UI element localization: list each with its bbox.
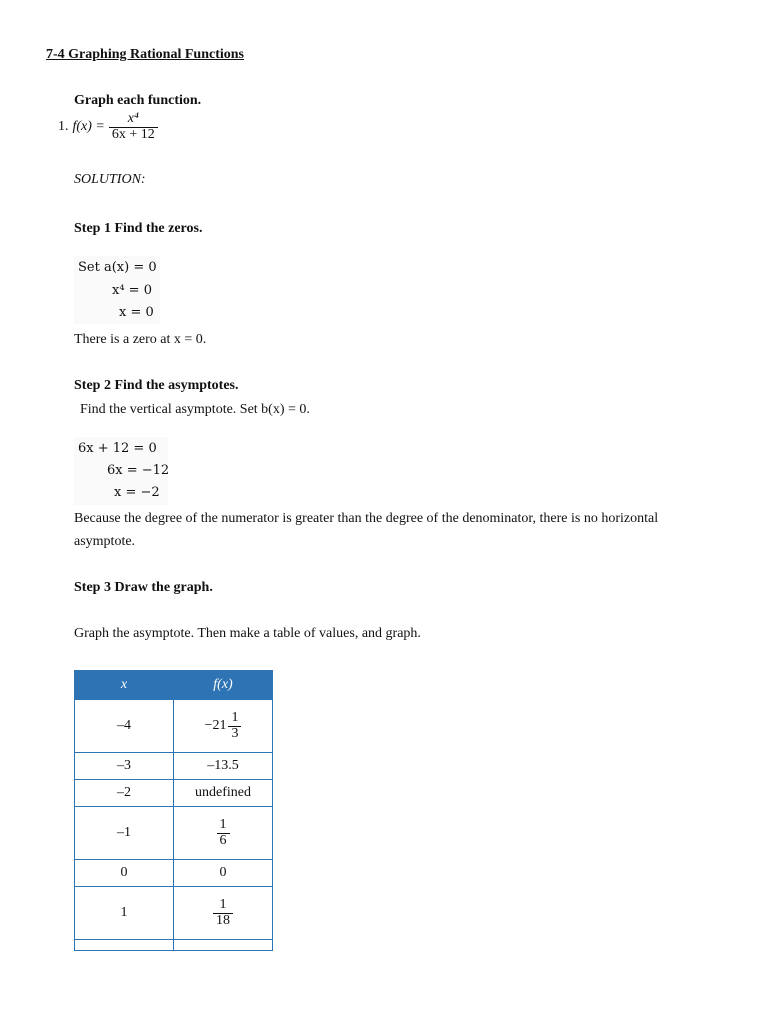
step3-intro: Graph the asymptote. Then make a table of values, and graph. [74, 626, 421, 641]
mixed-whole: −21 [204, 718, 227, 733]
step2-conclusion-line2: asymptote. [74, 534, 136, 549]
fraction-numerator: 1 [219, 816, 227, 832]
step2-eq-2: 6x = −12 [107, 463, 170, 478]
step3-heading: Step 3 Draw the graph. [74, 580, 213, 595]
table-cell-fx [174, 807, 273, 860]
problem-number: 1. [58, 119, 69, 135]
table-cell-fx: undefined [174, 780, 273, 807]
step1-equation-block [74, 256, 160, 324]
fraction-denominator: 3 [228, 726, 241, 742]
step2-conclusion-line1: Because the degree of the numerator is greater than the degree of the denominator, there is no horizontal [74, 511, 659, 526]
table-cell-x: –3 [75, 753, 174, 780]
table-row [75, 860, 273, 887]
table-cell-x: 1 [75, 887, 174, 940]
step1-eq-1: Set a(x) = 0 [78, 260, 157, 275]
solution-label: SOLUTION: [74, 172, 146, 187]
step1-eq-3: x = 0 [119, 305, 154, 320]
table-cell-fx [174, 940, 273, 951]
table-header-fx: f(x) [174, 671, 273, 700]
table-cell-x: –1 [75, 807, 174, 860]
table-row [75, 700, 273, 753]
instruction: Graph each function. [74, 93, 202, 108]
table-row [75, 780, 273, 807]
table-cell-fx [174, 700, 273, 753]
step1-heading: Step 1 Find the zeros. [74, 221, 203, 236]
step1-eq-2: x⁴ = 0 [112, 283, 152, 298]
table-row [75, 753, 273, 780]
table-cell-x: 0 [75, 860, 174, 887]
function-lhs: f(x) = [72, 119, 105, 135]
fraction-numerator: 1 [219, 896, 227, 912]
table-cell-fx: –13.5 [174, 753, 273, 780]
function-fraction [109, 112, 158, 142]
table-header-x: x [75, 671, 174, 700]
table-header-row [75, 671, 273, 700]
fraction-denominator: 18 [213, 913, 233, 929]
table-row [75, 887, 273, 940]
table-row [75, 807, 273, 860]
step2-eq-1: 6x + 12 = 0 [78, 441, 157, 456]
page-title: 7-4 Graphing Rational Functions [46, 47, 244, 62]
fraction-numerator: x⁴ [127, 111, 139, 126]
table-cell-x: –2 [75, 780, 174, 807]
table-cell-x: –4 [75, 700, 174, 753]
fraction-denominator: 6x + 12 [109, 127, 158, 143]
step2-equation-block [74, 437, 168, 505]
step2-intro: Find the vertical asymptote. Set b(x) = 0. [80, 402, 310, 417]
fraction-numerator: 1 [231, 709, 239, 725]
step2-eq-3: x = −2 [114, 485, 160, 500]
table-cell-fx: 0 [174, 860, 273, 887]
step2-heading: Step 2 Find the asymptotes. [74, 378, 239, 393]
table-cell-fx [174, 887, 273, 940]
problem-1 [58, 112, 158, 142]
values-table [74, 670, 273, 951]
fraction-denominator: 6 [217, 833, 230, 849]
table-row-partial [75, 940, 273, 951]
step1-conclusion: There is a zero at x = 0. [74, 332, 207, 347]
table-cell-x [75, 940, 174, 951]
